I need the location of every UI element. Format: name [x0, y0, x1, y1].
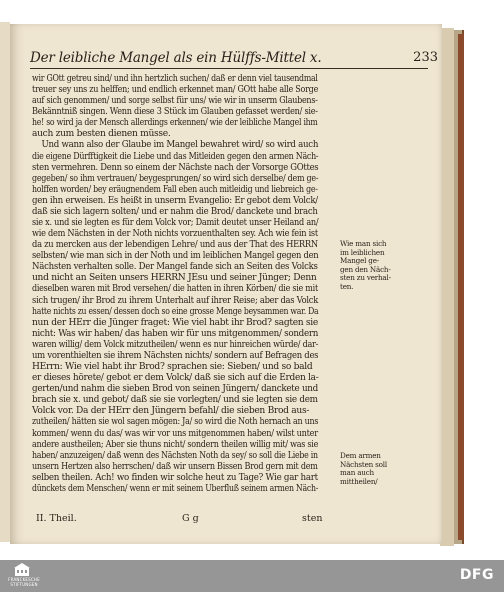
- running-title: Der leibliche Mangel als ein Hülffs-Mittel x.: [30, 50, 322, 66]
- text-line: die eigene Dürfftigkeit die Liebe und das Mitleiden gegen den armen Näch-: [32, 151, 319, 162]
- text-line: gerten/und nahm die sieben Brod von seinen Jüngern/ danckete und: [32, 384, 319, 395]
- text-line: sich trugen/ ihr Brod zu ihrem Unterhalt auf ihrer Reise; aber das Volck: [32, 295, 319, 306]
- text-line: waren willig/ dem Volck mitzutheilen/ wenn es nur hinreichen würde/ dar-: [32, 339, 319, 350]
- margin-note: [340, 240, 392, 292]
- text-line: unsern Hertzen also herrschen/ daß wir unsern Bissen Brod gern mit dem: [32, 461, 318, 472]
- margin-note-line: im leiblichen: [340, 247, 385, 257]
- text-line: auch zum besten dienen müsse.: [32, 129, 171, 140]
- text-line: und nicht an Seiten unsers HERRN JEsu und seiner Jünger; Denn: [32, 273, 317, 284]
- text-line: Volck vor. Da der HErr den Jüngern befahl/ die sieben Brod aus-: [32, 406, 310, 417]
- margin-note-line: Dem armen: [340, 451, 381, 460]
- margin-note-line: gen den Näch-: [340, 264, 391, 274]
- margin-note-line: sten zu verhal-: [340, 273, 391, 283]
- text-line: gegeben/ so ihm vertrauen/ beygesprungen/ so wird sich derselbe/ dem ge-: [32, 173, 319, 184]
- text-line: wir GOtt getreu sind/ und ihn hertzlich suchen/ daß er denn viel tausendmal: [32, 74, 318, 84]
- building-icon: [14, 563, 30, 577]
- text-line: da zu mercken aus der lebendigen Lehre/ und aus der That des HERRN: [32, 240, 318, 251]
- dfg-logo[interactable]: DFG: [459, 567, 494, 583]
- franckesche-stiftungen-logo[interactable]: [4, 561, 44, 591]
- margin-note-line: Wie man sich: [340, 239, 387, 248]
- logo-text: FRANCKESCHE STIFTUNGEN: [8, 577, 40, 587]
- page-header: [30, 50, 438, 70]
- text-line: he! so wird ja der Mensch allerdings erkennen/ wie der leibliche Mangel ihm: [32, 118, 318, 129]
- margin-note-line: ten.: [340, 281, 354, 291]
- text-line: brach sie x. und gebot/ daß sie sie vorlegten/ und sie legten sie dem: [32, 395, 318, 406]
- text-line: selben theilen. Ach! wo finden wir solche heut zu Tage? Wie gar hart: [32, 472, 318, 483]
- text-line: nun der HErr die Jünger fraget: Wie viel habt ihr Brod? sagten sie: [32, 317, 318, 328]
- text-line: sten vermehren. Denn so einem der Nächste nach der Vorsorge GOttes: [32, 162, 319, 173]
- margin-note-line: Mangel ge-: [340, 256, 379, 266]
- text-line: wie dem Nächsten in der Noth nichts vorzuenthalten sey. Ach wie fein ist: [32, 229, 318, 240]
- margin-note-line: man auch: [340, 468, 374, 478]
- text-line: nicht: Was wir haben/ das haben wir für uns mitgenommen/ sondern: [32, 328, 319, 339]
- text-line: treuer sey uns zu helffen; und endlich erkennet man/ GOtt habe alle Sorge: [32, 85, 319, 96]
- text-line: HErrn: Wie viel habt ihr Brod? sprachen sie: Sieben/ und so bald: [32, 362, 313, 373]
- catchword: sten: [302, 513, 323, 524]
- book-page: [10, 24, 442, 544]
- signature-mark: G g: [182, 513, 199, 524]
- volume-label: II. Theil.: [36, 513, 77, 524]
- text-line: andere austheilen; Aber sie thuns nicht/ sondern theilen willig mit/ was sie: [32, 439, 319, 450]
- book-cover-edge: [458, 34, 464, 540]
- text-line: dieselben waren mit Brod versehen/ die hatten in ihren Körben/ die sie mit: [32, 284, 318, 295]
- header-rule: [30, 68, 428, 69]
- body-text: [32, 74, 391, 495]
- margin-note-line: Nächsten soll: [340, 459, 387, 469]
- text-line: er dieses hörete/ gebot er dem Volck/ daß sie sich auf die Erden la-: [32, 373, 319, 384]
- text-line: Und wann also der Glaube im Mangel bewahret wird/ so wird auch: [41, 140, 319, 151]
- page-stack-edge: [440, 28, 454, 546]
- viewer-footer-bar: [0, 560, 504, 592]
- text-line: dünckets dem Menschen/ wenn er mit seinem Uberfluß seinem armen Näch-: [32, 483, 319, 494]
- text-line: hatte nichts zu essen/ dessen doch so eine grosse Menge beysammen war. Da: [32, 306, 319, 317]
- text-line: zutheilen/ hätten sie wol sagen mögen: Ja/ so wird die Noth hernach an uns: [32, 417, 319, 428]
- text-line: Bekänntniß singen. Wenn diese 3 Stück im Glauben gefasset werden/ sie-: [32, 107, 318, 118]
- margin-note: [340, 452, 392, 486]
- text-line: daß sie sich lagern solten/ und er nahm die Brod/ danckete und brach: [32, 206, 318, 217]
- text-line: gen ihn erweisen. Es heißt in unserm Evangelio: Er gebot dem Volck/: [32, 195, 318, 206]
- page-footer: [32, 513, 332, 525]
- margin-note-line: mittheilen/: [340, 476, 378, 486]
- text-line: kommen/ wenn du das/ was wir vor uns mitgenommen haben/ wilst unter: [32, 428, 318, 439]
- text-line: sie x. und sie legten es für dem Volck vor; Damit deutet unser Heiland an/: [32, 218, 319, 229]
- text-line: selbsten/ wie man sich in der Noth und im leiblichen Mangel gegen den: [32, 251, 319, 262]
- text-line: haben/ anzuzeigen/ daß wenn des Nächsten Noth da sey/ so soll die Liebe in: [32, 450, 318, 461]
- left-page-edge: [0, 22, 10, 542]
- text-line: um vorenthielten sie ihrem Nächsten nichts/ sondern auf Befragen des: [32, 350, 319, 361]
- text-line: auf sich genommen/ und sorge selbst für uns/ wie wir in unserm Glaubens-: [32, 96, 318, 107]
- text-line: holffen worden/ bey eräugnendem Fall eben auch mitleidig und liebreich ge-: [32, 184, 318, 195]
- text-line: Nächsten verhalten solle. Der Mangel fande sich an Seiten des Volcks: [32, 262, 318, 273]
- page-number: 233: [413, 50, 438, 65]
